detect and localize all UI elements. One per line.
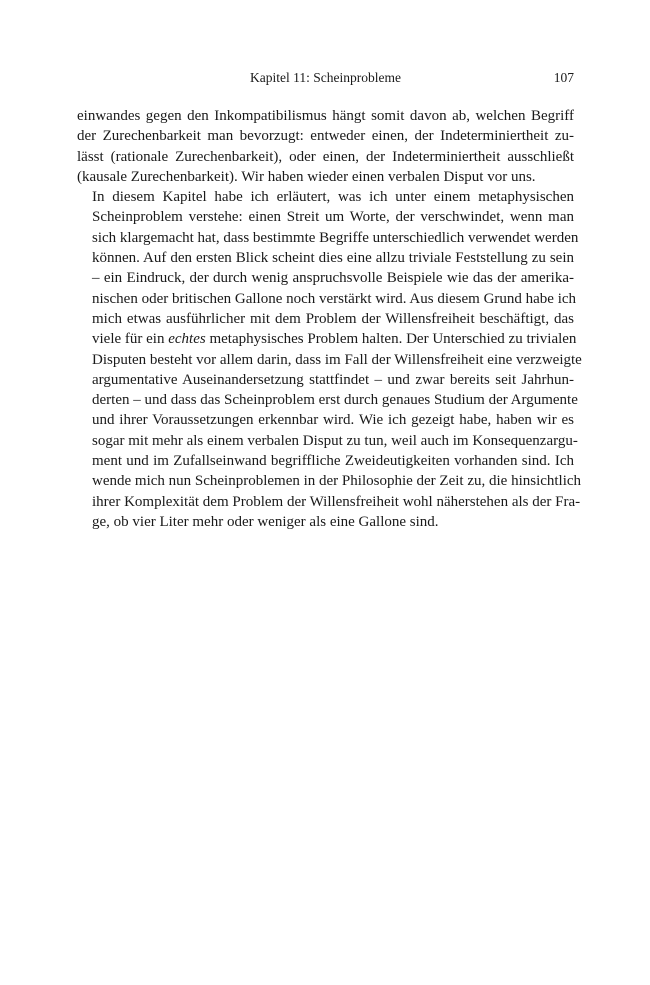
paragraph-1 bbox=[77, 106, 574, 187]
text-line: ihrer Komplexität dem Problem der Willensfreiheit wohl näherstehen als der Fra- bbox=[92, 493, 581, 510]
text-line: und ihrer Voraussetzungen erkennbar wird. Wie ich gezeigt habe, haben wir es bbox=[92, 412, 574, 429]
text-line: sogar mit mehr als einem verbalen Disput zu tun, weil auch im Konsequenzargu- bbox=[92, 432, 578, 449]
text-line: derten – und dass das Scheinproblem erst durch genaues Studium der Argumente bbox=[92, 392, 578, 409]
text-line: nischen oder britischen Gallone noch verstärkt wird. Aus diesem Grund habe ich bbox=[92, 290, 577, 307]
text-line: Scheinproblem verstehe: einen Streit um Worte, der verschwindet, wenn man bbox=[92, 209, 574, 226]
text-line: ge, ob vier Liter mehr oder weniger als eine Gallone sind. bbox=[92, 513, 439, 530]
text-line: – ein Eindruck, der durch wenig anspruchsvolle Beispiele wie das der amerika- bbox=[92, 270, 574, 287]
text-line: Disputen besteht vor allem darin, dass im Fall der Willensfreiheit eine verzweigte bbox=[92, 351, 582, 368]
text-line: der Zurechenbarkeit man bevorzugt: entweder einen, der Indeterminiertheit zu- bbox=[77, 128, 574, 145]
emphasis: echtes bbox=[168, 331, 206, 348]
body-text bbox=[77, 106, 582, 532]
text-line: In diesem Kapitel habe ich erläutert, was ich unter einem metaphysischen bbox=[92, 189, 574, 206]
text-line: können. Auf den ersten Blick scheint dies eine allzu triviale Feststellung zu sein bbox=[92, 250, 574, 267]
text-line: argumentative Auseinandersetzung stattfindet – und zwar bereits seit Jahrhun- bbox=[92, 371, 574, 388]
text-line: mich etwas ausführlicher mit dem Problem der Willensfreiheit beschäftigt, das bbox=[92, 310, 574, 327]
running-head bbox=[77, 70, 574, 90]
text-line: sich klargemacht hat, dass bestimmte Begriffe unterschiedlich verwendet werden bbox=[92, 229, 579, 246]
paragraph-2 bbox=[77, 187, 582, 532]
text-line: wende mich nun Scheinproblemen in der Philosophie der Zeit zu, die hinsichtlich bbox=[92, 473, 582, 490]
text-line: viele für ein echtes metaphysisches Problem halten. Der Unterschied zu trivialen bbox=[92, 331, 577, 348]
running-title: Kapitel 11: Scheinprobleme bbox=[250, 70, 401, 85]
page-number: 107 bbox=[553, 70, 574, 85]
text-line: (kausale Zurechenbarkeit). Wir haben wieder einen verbalen Disput vor uns. bbox=[77, 168, 536, 185]
text-line: lässt (rationale Zurechenbarkeit), oder einen, der Indeterminiertheit ausschließt bbox=[77, 148, 574, 165]
text-line: ment und im Zufallseinwand begriffliche Zweideutigkeiten vorhanden sind. Ich bbox=[92, 453, 574, 470]
text-line: einwandes gegen den Inkompatibilismus hängt somit davon ab, welchen Begriff bbox=[77, 108, 574, 124]
